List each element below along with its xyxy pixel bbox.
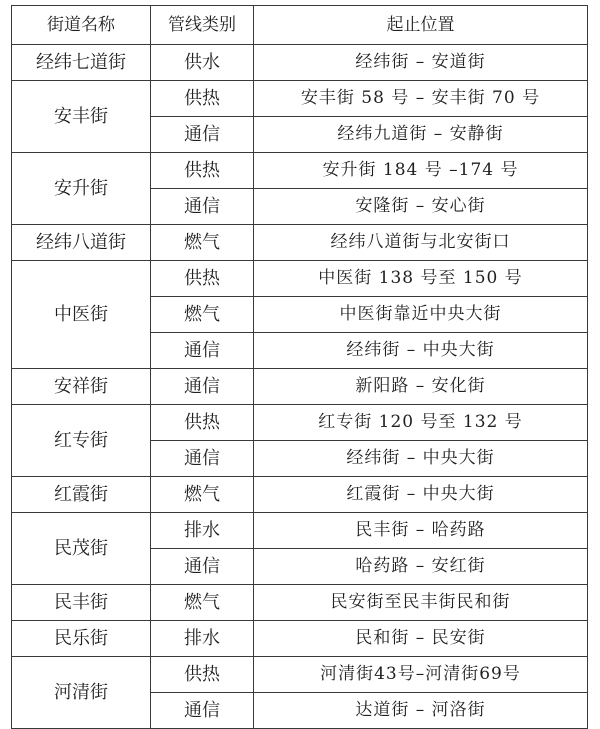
table-row — [12, 45, 588, 81]
table-row — [12, 81, 588, 117]
pipeline-type-cell: 燃气 — [151, 225, 254, 261]
header-row — [12, 6, 588, 45]
pipeline-type-cell: 通信 — [151, 693, 254, 729]
pipeline-type-cell: 供热 — [151, 261, 254, 297]
table-row — [12, 405, 588, 441]
table-row — [12, 513, 588, 549]
table-row — [12, 477, 588, 513]
pipeline-type-cell: 通信 — [151, 549, 254, 585]
street-name-cell: 安祥街 — [12, 369, 151, 405]
street-name-cell: 安升街 — [12, 153, 151, 225]
pipeline-table — [11, 5, 588, 729]
street-name-cell: 经纬八道街 — [12, 225, 151, 261]
location-cell: 民丰街 – 哈药路 — [254, 513, 588, 549]
header-street: 街道名称 — [12, 6, 151, 45]
location-cell: 经纬街 – 中央大街 — [254, 441, 588, 477]
pipeline-type-cell: 燃气 — [151, 585, 254, 621]
pipeline-type-cell: 供热 — [151, 81, 254, 117]
street-name-cell: 民乐街 — [12, 621, 151, 657]
pipeline-type-cell: 燃气 — [151, 477, 254, 513]
location-cell: 河清街43号–河清街69号 — [254, 657, 588, 693]
location-cell: 达道街 – 河洛街 — [254, 693, 588, 729]
pipeline-type-cell: 通信 — [151, 189, 254, 225]
street-name-cell: 经纬七道街 — [12, 45, 151, 81]
table-row — [12, 225, 588, 261]
pipeline-type-cell: 供热 — [151, 153, 254, 189]
header-type: 管线类别 — [151, 6, 254, 45]
location-cell: 安升街 184 号 –174 号 — [254, 153, 588, 189]
pipeline-type-cell: 燃气 — [151, 297, 254, 333]
header-location: 起止位置 — [254, 6, 588, 45]
street-name-cell: 中医街 — [12, 261, 151, 369]
location-cell: 民安街至民丰街民和街 — [254, 585, 588, 621]
location-cell: 中医街 138 号至 150 号 — [254, 261, 588, 297]
location-cell: 民和街 – 民安街 — [254, 621, 588, 657]
table-row — [12, 261, 588, 297]
location-cell: 安隆街 – 安心街 — [254, 189, 588, 225]
location-cell: 经纬九道街 – 安静街 — [254, 117, 588, 153]
pipeline-type-cell: 通信 — [151, 369, 254, 405]
table-row — [12, 621, 588, 657]
pipeline-type-cell: 排水 — [151, 621, 254, 657]
pipeline-type-cell: 供水 — [151, 45, 254, 81]
pipeline-type-cell: 通信 — [151, 441, 254, 477]
street-name-cell: 河清街 — [12, 657, 151, 729]
location-cell: 中医街靠近中央大街 — [254, 297, 588, 333]
location-cell: 哈药路 – 安红街 — [254, 549, 588, 585]
location-cell: 安丰街 58 号 – 安丰街 70 号 — [254, 81, 588, 117]
street-name-cell: 民丰街 — [12, 585, 151, 621]
street-name-cell: 安丰街 — [12, 81, 151, 153]
table-row — [12, 657, 588, 693]
street-name-cell: 民茂街 — [12, 513, 151, 585]
location-cell: 新阳路 – 安化街 — [254, 369, 588, 405]
location-cell: 经纬街 – 中央大街 — [254, 333, 588, 369]
pipeline-type-cell: 供热 — [151, 657, 254, 693]
street-name-cell: 红专街 — [12, 405, 151, 477]
location-cell: 红霞街 – 中央大街 — [254, 477, 588, 513]
location-cell: 经纬八道街与北安街口 — [254, 225, 588, 261]
pipeline-type-cell: 通信 — [151, 333, 254, 369]
pipeline-type-cell: 通信 — [151, 117, 254, 153]
location-cell: 红专街 120 号至 132 号 — [254, 405, 588, 441]
pipeline-type-cell: 排水 — [151, 513, 254, 549]
pipeline-type-cell: 供热 — [151, 405, 254, 441]
table-row — [12, 369, 588, 405]
table-body — [12, 45, 588, 729]
street-name-cell: 红霞街 — [12, 477, 151, 513]
table-row — [12, 585, 588, 621]
table-row — [12, 153, 588, 189]
location-cell: 经纬街 – 安道街 — [254, 45, 588, 81]
